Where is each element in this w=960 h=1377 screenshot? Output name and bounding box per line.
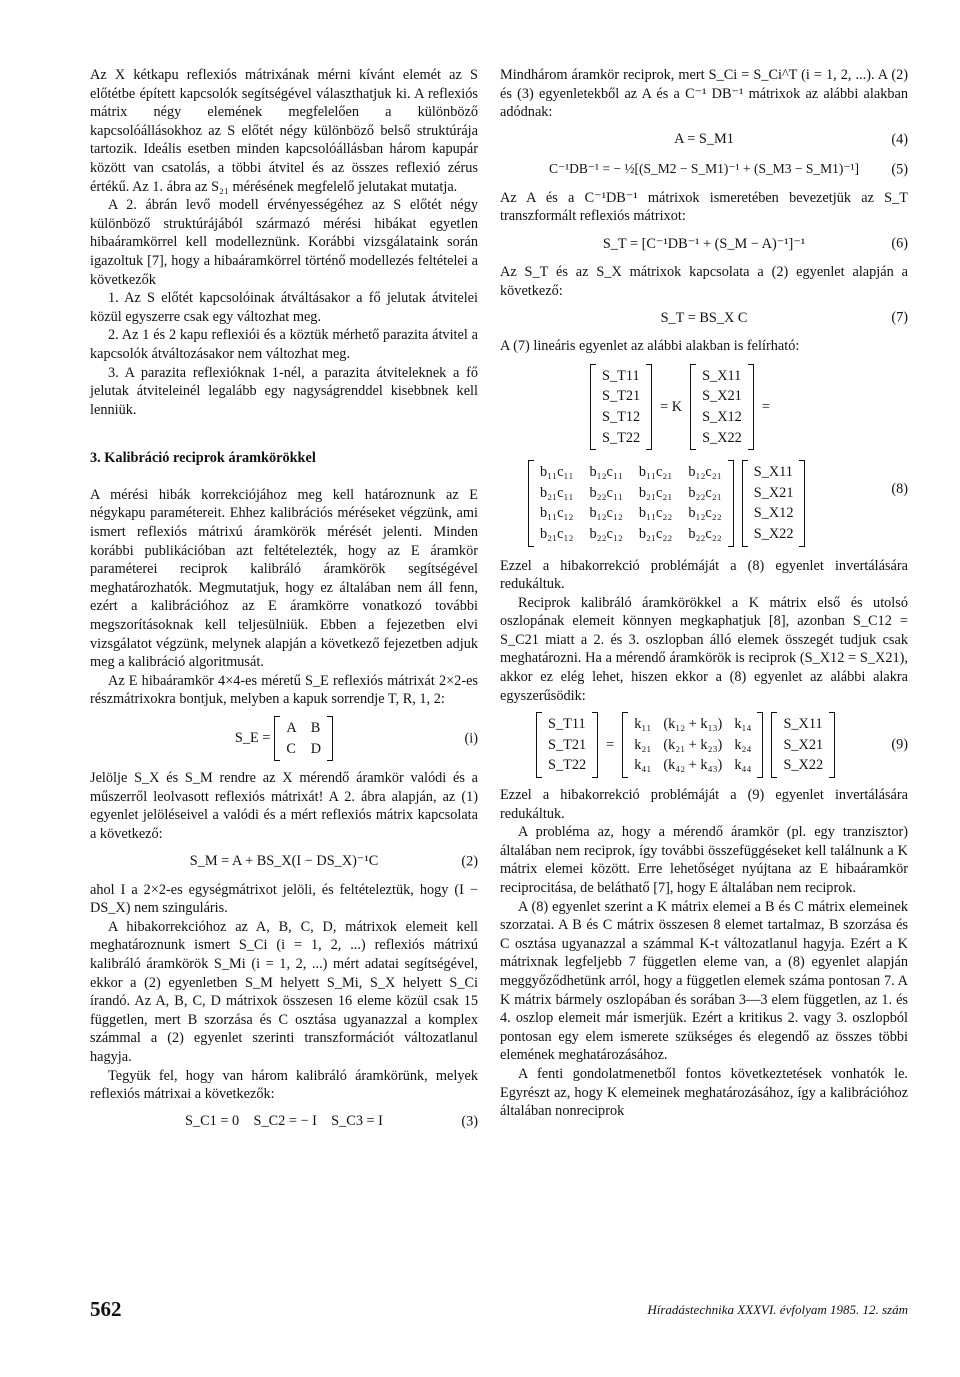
paragraph: Jelölje S_X és S_M rendre az X mérendő áramkör valódi és a műszerről leolvasott reflexiós mátrixát! A 2. ábra alapján, az (1) egyenlet jelöléseivel a valódi és a mért reflexiós mátrix kapcsolata a következő: — [90, 770, 478, 842]
equation-number: (3) — [461, 1113, 478, 1130]
equation-text: S_T = BS_X C — [660, 309, 748, 326]
equation-number: (2) — [461, 853, 478, 870]
vector-cell: S_X12 — [753, 505, 794, 522]
equation-7 — [500, 307, 908, 329]
equation-1 — [90, 716, 478, 761]
paragraph: Az E hibaáramkör 4×4-es méretű S_E reflexiós mátrixát 2×2-es részmátrixokra bontjuk, melyben a kapuk sorrendje T, R, 1, 2: — [90, 672, 478, 708]
matrix-cell: k₄₄ — [734, 757, 752, 774]
matrix-cell: b₁₂c₁₂ — [589, 505, 623, 522]
equation-2 — [90, 851, 478, 873]
matrix-cell: b₁₁c₁₂ — [540, 505, 574, 522]
paragraph: 3. A parazita reflexióknak 1-nél, a parazita átviteleknek a fő jelutak átviteleinél legalább egy nagyságrenddel kisebbnek kell lenniük. — [90, 364, 478, 418]
matrix-cell: b₁₂c₁₁ — [589, 464, 623, 481]
matrix — [274, 716, 333, 761]
paragraph: Ezzel a hibakorrekció problémáját a (9) egyenlet invertálására redukáltuk. — [500, 787, 908, 822]
vector-cell: S_T12 — [602, 408, 641, 425]
vector-cell: S_X21 — [702, 388, 742, 405]
matrix-cell: (k₁₂ + k₁₃) — [663, 716, 723, 733]
matrix-cell: (k₄₂ + k₄₃) — [663, 757, 723, 774]
right-column — [500, 66, 908, 1121]
equation-number: (5) — [891, 161, 908, 178]
paragraph: 1. Az S előtét kapcsolóinak átváltásakor a fő jelutak átvitelei közül egyszerre csak egy változhat meg. — [90, 290, 478, 325]
equation-9 — [500, 712, 908, 778]
matrix-cell: b₂₁c₁₁ — [540, 484, 574, 501]
paragraph: A (8) egyenlet szerint a K mátrix elemei a B és C mátrix elemeinek szorzatai. A B és C mátrix összesen 8 elemet tartalmaz, B szorzása és C osztása ugyanazzal a számmal K-t változatlanul hagyja. Ezért a K mátrixnak legfeljebb 7 független eleme van, a (8) egyenlet alapján meggyőződhetünk arról, hogy a független elemek száma pontosan 7. A K mátrix bármely oszlopában és sorában 3—3 elem független, az 1. és 4. oszlop elemeit már ismerjük. Ezért a kritikus 2. vagy 3. oszlopból pontosan egy elem ismerete szükséges és elegendő az összes többi elemének meghatározásához. — [500, 898, 908, 1064]
matrix-cell: b₁₁c₂₁ — [638, 464, 673, 481]
equation-8 — [500, 364, 908, 547]
equation-operator: = K — [660, 398, 683, 415]
matrix-cell: b₁₂c₂₁ — [688, 464, 722, 481]
matrix-cell: b₂₂c₁₁ — [589, 484, 623, 501]
paragraph: Az A és a C⁻¹DB⁻¹ mátrixok ismeretében bevezetjük az S_T transzformált reflexiós mátrixot: — [500, 189, 908, 225]
paragraph: 2. Az 1 és 2 kapu reflexiói és a köztük mérhető parazita átvitel a kapcsolók átváltozásakor nem változhat meg. — [90, 327, 478, 362]
vector-cell: S_X22 — [783, 757, 824, 774]
matrix-cell: b₁₁c₂₂ — [638, 505, 673, 522]
equation-operator: = — [761, 398, 770, 415]
equation-4 — [500, 129, 908, 151]
equation-number: (8) — [891, 480, 908, 497]
vector-cell: S_X12 — [702, 408, 742, 425]
k-matrix — [622, 712, 763, 778]
vector-cell: S_T21 — [548, 736, 587, 753]
equation-text: S_M = A + BS_X(I − DS_X)⁻¹C — [189, 853, 379, 870]
matrix-cell: k₄₁ — [634, 757, 652, 774]
section-heading: 3. Kalibráció reciprok áramkörökkel — [90, 450, 316, 467]
equation-number: (7) — [891, 309, 908, 326]
equation-text: A = S_M1 — [674, 131, 734, 148]
equation-text: C⁻¹DB⁻¹ = − ½[(S_M2 − S_M1)⁻¹ + (S_M3 − S_M1)⁻¹] — [548, 161, 860, 177]
equation-number: (4) — [891, 131, 908, 148]
equation-number: (6) — [891, 235, 908, 252]
paragraph: A 2. ábrán levő modell érvényességéhez az S előtét négy különböző struktúrájából származó mérési hibákat egyetlen hibaáramkörrel kell modelleznünk. Korábbi vizsgálataink során igazoltuk [7], hogy a hibaáramkörrel történő modellezés feltételei a következők — [90, 197, 478, 288]
matrix-cell: b₂₂c₂₁ — [688, 484, 722, 501]
matrix-cell: b₂₂c₂₂ — [688, 525, 722, 542]
equation-number: (9) — [891, 736, 908, 753]
vector-cell: S_X21 — [783, 736, 824, 753]
vector-st — [590, 364, 652, 450]
paragraph: A probléma az, hogy a mérendő áramkör (pl. egy tranzisztor) általában nem reciprok, így további összefüggéseket kell találnunk a K mátrix elemei között. Erre lehetőséget nyújtana az E hibaáramkör reciprocitása, de beláthatő [7], hogy E általában nem reciprok. — [500, 824, 908, 896]
matrix-cell: B — [310, 720, 321, 736]
equation-text: S_T = [C⁻¹DB⁻¹ + (S_M − A)⁻¹]⁻¹ — [602, 235, 806, 252]
equation-lhs: S_E = — [234, 730, 271, 747]
vector-cell: S_T11 — [548, 716, 586, 733]
matrix-cell: b₂₁c₁₂ — [540, 525, 574, 542]
matrix-cell: b₁₂c₂₂ — [688, 505, 722, 522]
paragraph: Reciprok kalibráló áramkörökkel a K mátrix első és utolsó oszlopának elemeit könnyen megkaphatjuk [8], azonban S_C12 = S_C21 miatt a 2. és 3. oszlopban álló elemek összegét tudjuk csak meghatározni. Ha a mérendő áramkörök is reciprok (S_X12 = S_X21), akkor ez elég lehet, hiszen ekkor a (8) egyenlet az alábbi alakra egyszerűsödik: — [500, 594, 908, 704]
left-column — [90, 66, 478, 1141]
matrix-cell: k₁₁ — [634, 716, 652, 733]
journal-footer: Híradástechnika XXXVI. évfolyam 1985. 12. szám — [647, 1302, 908, 1317]
vector-cell: S_T21 — [602, 388, 641, 405]
equation-number: (i) — [464, 730, 478, 747]
matrix-cell: k₂₁ — [634, 736, 652, 753]
k-matrix — [528, 460, 734, 546]
matrix-cell: b₂₂c₁₂ — [589, 525, 623, 542]
vector-cell: S_T22 — [602, 429, 641, 446]
paragraph: Ezzel a hibakorrekció problémáját a (8) egyenlet invertálására redukáltuk. — [500, 557, 908, 593]
matrix-cell: b₁₁c₁₁ — [540, 464, 574, 481]
vector-st — [536, 712, 598, 778]
vector-cell: S_X22 — [702, 429, 742, 446]
vector-cell: S_T22 — [548, 757, 587, 774]
equation-3 — [90, 1111, 478, 1133]
vector-cell: S_X11 — [753, 464, 793, 481]
matrix-cell: C — [286, 740, 296, 757]
paragraph: A hibakorrekcióhoz az A, B, C, D, mátrixok elemeit kell meghatároznunk ismert S_Ci (i = 1, 2, ...) reflexiós mátrixú kalibráló áramkörök S_Mi (i = 1, 2, ...) mért adatai segítségével, ekkor a (2) egyenletben S_M helyett S_Mi, S_X helyett S_Ci írandó. Az A, B, C, D mátrixok összesen 16 eleme közül csak 15 független, mert B szorzása és C osztása ugyanazzal a komplex számmal a (2) egyenlet szerinti transzformációt változatlanul hagyja. — [90, 918, 478, 1065]
matrix-cell: (k₂₁ + k₂₃) — [663, 736, 723, 753]
vector-cell: S_X22 — [753, 525, 794, 542]
paragraph: Az S_T és az S_X mátrixok kapcsolata a (2) egyenlet alapján a következő: — [500, 263, 908, 299]
vector-sx — [690, 364, 754, 450]
equation-text: S_C1 = 0 S_C2 = − I S_C3 = I — [185, 1113, 383, 1130]
matrix-cell: D — [310, 740, 322, 757]
paragraph: Tegyük fel, hogy van három kalibráló áramkörünk, melyek reflexiós mátrixai a következők: — [90, 1067, 478, 1103]
paragraph: A (7) lineáris egyenlet az alábbi alakban is felírható: — [500, 338, 800, 355]
vector-sx — [742, 460, 806, 546]
paragraph: Mindhárom áramkör reciprok, mert S_Ci = S_Ci^T (i = 1, 2, ...). A (2) és (3) egyenletekből az A és a C⁻¹ DB⁻¹ mátrixok az alábbi alakban adódnak: — [500, 67, 908, 121]
paragraph: A fenti gondolatmenetből fontos következtetések vonhatók le. Egyrészt az, hogy K elemeinek meghatározásához, így a kalibrációhoz általában nonreciprok — [500, 1065, 908, 1120]
matrix-cell: k₁₄ — [734, 716, 752, 733]
paragraph: ahol I a 2×2-es egységmátrixot jelöli, és feltételeztük, hogy (I − DS_X) nem szinguláris. — [90, 881, 478, 917]
equation-operator: = — [606, 736, 615, 753]
vector-cell: S_X21 — [753, 484, 794, 501]
vector-sx — [771, 712, 835, 778]
vector-cell: S_X11 — [783, 716, 823, 733]
matrix-cell: b₂₁c₂₁ — [638, 484, 673, 501]
vector-cell: S_X11 — [702, 367, 742, 384]
equation-6 — [500, 233, 908, 255]
equation-5 — [500, 159, 908, 181]
paragraph: A mérési hibák korrekciójához meg kell határoznunk az E négykapu paramétereit. Ehhez kalibrációs méréseket végzünk, ami ismert reflexiós mátrixú áramkörök mérését jelenti. Minden korábbi publikációban azt feltételezték, hogy az E áramkör paraméterei reciprok kalibráló áramkörök segítségével meghatározhatók. Megmutatjuk, hogy ez általában nem áll fenn, ezért a kalibrációhoz az E áramkörre vonatkozó további megszorításoknak kell teljesülniük. Ebben a fejezetben elvi vizsgálatot végzünk, melynek alapján a következő fejezetben adjuk meg a kalibráció algoritmusát. — [90, 486, 478, 671]
matrix-cell: k₂₄ — [734, 736, 752, 753]
vector-cell: S_T11 — [602, 367, 640, 384]
matrix-cell: b₂₁c₂₂ — [638, 525, 673, 542]
paragraph: Az X kétkapu reflexiós mátrixának mérni kívánt elemét az S előtétbe épített kapcsolók segítségével választhatjuk ki. A reflexiós mátrix négy elemének megfelelően a különböző kapcsolóállásokhoz az S előtét négy különböző belső struktúrája tartozik. Ideális esetben minden kapcsolóállásban három kapupár között van csatolás, a többi átvitel és az összes reflexió zérus értékű. Az 1. ábra az S₂₁ mérésének megfelelő jelutakat mutatja. — [90, 67, 478, 195]
matrix-cell: A — [286, 720, 297, 736]
page-number: 562 — [90, 1297, 122, 1321]
